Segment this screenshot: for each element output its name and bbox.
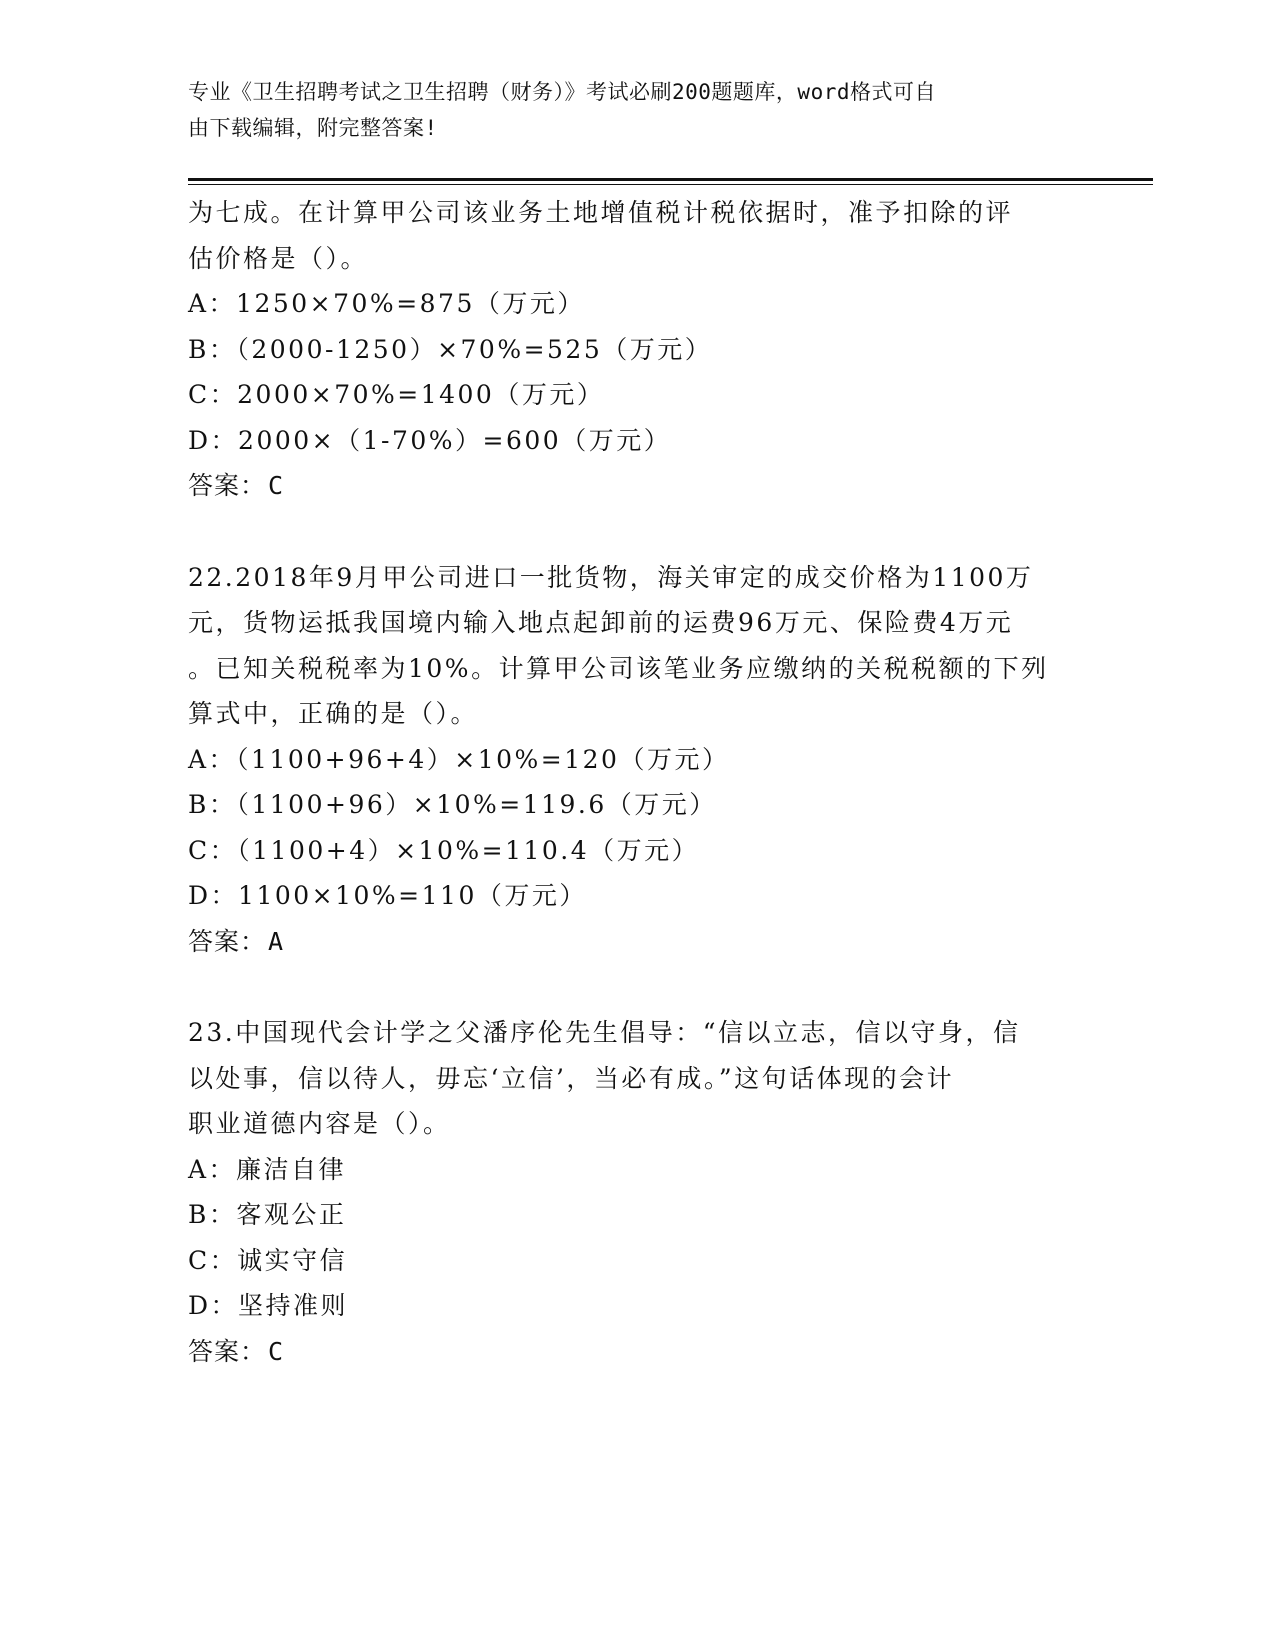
question-22-option-c: C：（1100+4）×10%=110.4（万元） — [188, 835, 700, 865]
question-22-option-d: D：1100×10%=110（万元） — [188, 881, 587, 910]
header-line-1: 专业《卫生招聘考试之卫生招聘（财务）》考试必刷200题题库，word格式可自 — [188, 80, 936, 104]
header-line-2: 由下载编辑，附完整答案! — [188, 116, 438, 140]
question-23 — [188, 1010, 1088, 1374]
question-22-stem-line-1: 22.2018年9月甲公司进口一批货物，海关审定的成交价格为1100万 — [188, 562, 1034, 592]
question-21-option-b: B：（2000-1250）×70%=525（万元） — [188, 334, 713, 364]
question-21-stem-line-2: 估价格是（）。 — [188, 243, 369, 273]
header-divider-thin — [188, 184, 1153, 185]
answer-value: A — [268, 926, 285, 956]
question-22-option-b: B：（1100+96）×10%=119.6（万元） — [188, 790, 717, 819]
question-21 — [188, 190, 1088, 509]
question-22-stem-line-3: 。已知关税税率为10%。计算甲公司该笔业务应缴纳的关税税额的下列 — [188, 653, 1049, 683]
question-22-stem-line-4: 算式中，正确的是（）。 — [188, 699, 479, 728]
question-21-stem-line-1: 为七成。在计算甲公司该业务土地增值税计税依据时，准予扣除的评 — [188, 198, 1014, 227]
question-21-option-c: C：2000×70%=1400（万元） — [188, 380, 605, 409]
answer-label: 答案： — [188, 471, 267, 500]
question-22-option-a: A：（1100+96+4）×10%=120（万元） — [188, 744, 730, 774]
question-22-answer — [188, 919, 1088, 965]
header-divider-thick — [188, 178, 1153, 181]
document-header — [188, 74, 1068, 146]
question-23-stem-line-3: 职业道德内容是（）。 — [188, 1109, 451, 1138]
question-21-option-d: D：2000×（1-70%）=600（万元） — [188, 425, 672, 455]
question-23-answer — [188, 1329, 1088, 1375]
question-23-option-d: D：坚持准则 — [188, 1291, 349, 1320]
question-22-stem-line-2: 元，货物运抵我国境内输入地点起卸前的运费96万元、保险费4万元 — [188, 608, 1014, 637]
question-21-answer — [188, 463, 1088, 509]
answer-value: C — [268, 1336, 285, 1366]
question-23-stem-line-2: 以处事，信以待人，毋忘‘立信’，当必有成。”这句话体现的会计 — [188, 1063, 955, 1093]
answer-label: 答案： — [188, 1336, 267, 1366]
question-23-option-c: C：诚实守信 — [188, 1245, 348, 1275]
question-23-option-b: B：客观公正 — [188, 1200, 347, 1229]
question-22 — [188, 555, 1088, 965]
question-23-stem-line-1: 23.中国现代会计学之父潘序伦先生倡导：“信以立志，信以守身，信 — [188, 1018, 1021, 1047]
question-23-option-a: A：廉洁自律 — [188, 1154, 347, 1184]
answer-label: 答案： — [188, 926, 267, 956]
answer-value: C — [268, 471, 285, 500]
question-list — [188, 190, 1088, 1374]
question-21-option-a: A：1250×70%=875（万元） — [188, 289, 585, 318]
